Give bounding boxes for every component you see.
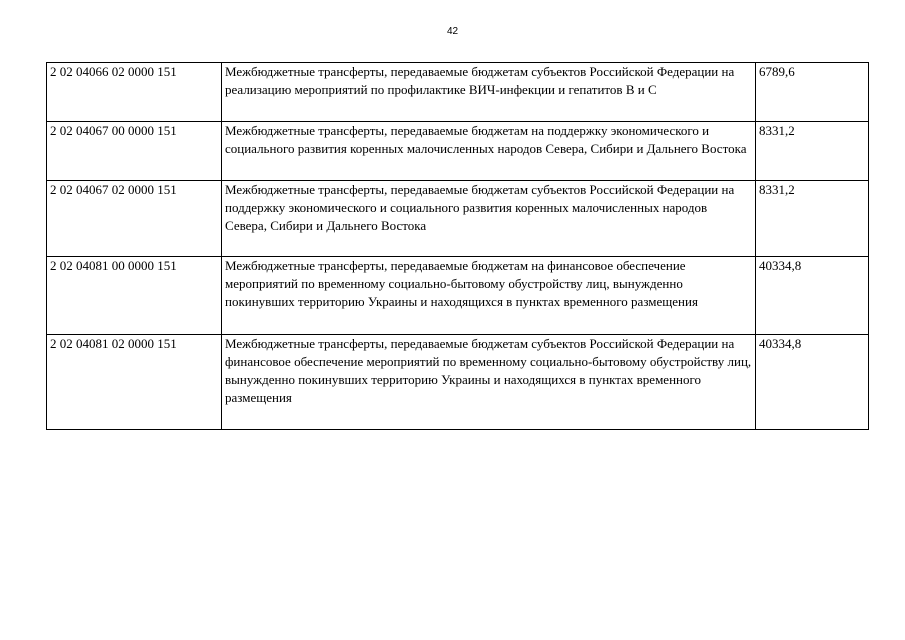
row-amount: 40334,8 bbox=[756, 335, 869, 430]
row-code: 2 02 04081 00 0000 151 bbox=[47, 257, 222, 335]
row-amount: 6789,6 bbox=[756, 63, 869, 122]
table-row bbox=[47, 335, 869, 430]
row-code: 2 02 04067 00 0000 151 bbox=[47, 122, 222, 181]
row-description: Межбюджетные трансферты, передаваемые бюджетам на поддержку экономического и социального развития коренных малочисленных народов Севера, Сибири и Дальнего Востока bbox=[222, 122, 756, 181]
row-amount: 8331,2 bbox=[756, 122, 869, 181]
table-row bbox=[47, 122, 869, 181]
row-amount: 40334,8 bbox=[756, 257, 869, 335]
budget-table bbox=[46, 62, 869, 430]
row-amount: 8331,2 bbox=[756, 181, 869, 257]
row-description: Межбюджетные трансферты, передаваемые бюджетам субъектов Российской Федерации на реализацию мероприятий по профилактике ВИЧ-инфекции и гепатитов В и С bbox=[222, 63, 756, 122]
row-code: 2 02 04066 02 0000 151 bbox=[47, 63, 222, 122]
row-description: Межбюджетные трансферты, передаваемые бюджетам субъектов Российской Федерации на поддержку экономического и социального развития коренных малочисленных народов Севера, Сибири и Дальнего Востока bbox=[222, 181, 756, 257]
row-description: Межбюджетные трансферты, передаваемые бюджетам субъектов Российской Федерации на финансовое обеспечение мероприятий по временному социально-бытовому обустройству лиц, вынужденно покинувших территорию Украины и находящихся в пунктах временного размещения bbox=[222, 335, 756, 430]
page-number: 42 bbox=[446, 26, 459, 37]
table-row bbox=[47, 181, 869, 257]
row-code: 2 02 04081 02 0000 151 bbox=[47, 335, 222, 430]
row-description: Межбюджетные трансферты, передаваемые бюджетам на финансовое обеспечение мероприятий по временному социально-бытовому обустройству лиц, вынужденно покинувших территорию Украины и находящихся в пунктах временного размещения bbox=[222, 257, 756, 335]
row-code: 2 02 04067 02 0000 151 bbox=[47, 181, 222, 257]
table-row bbox=[47, 257, 869, 335]
table-row bbox=[47, 63, 869, 122]
